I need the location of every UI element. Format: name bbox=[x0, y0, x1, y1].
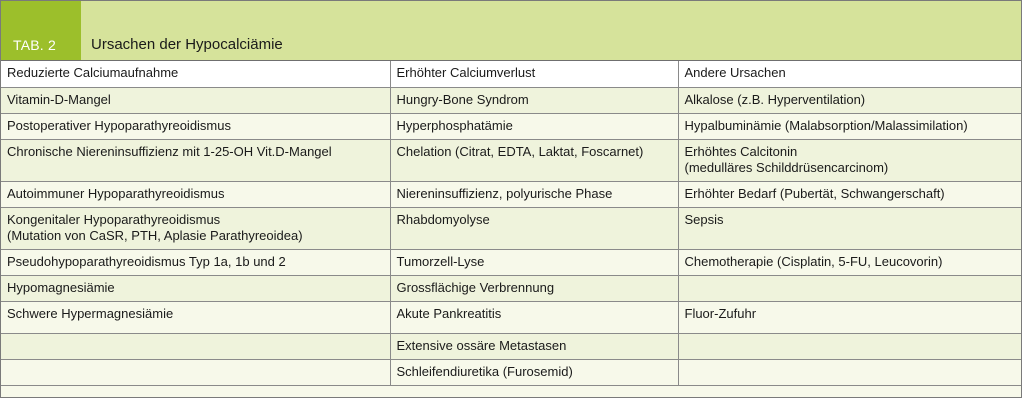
table-cell: Rhabdomyolyse bbox=[390, 207, 678, 249]
table-row bbox=[1, 249, 1021, 275]
table-cell bbox=[678, 359, 1021, 385]
table-cell: Sepsis bbox=[678, 207, 1021, 249]
column-header: Andere Ursachen bbox=[678, 61, 1021, 87]
table-cell: Schwere Hypermagnesiämie bbox=[1, 301, 390, 333]
table-cell: Niereninsuffizienz, polyurische Phase bbox=[390, 181, 678, 207]
table-cell bbox=[1, 333, 390, 359]
table-cell bbox=[678, 275, 1021, 301]
table-row bbox=[1, 333, 1021, 359]
cell-line: (medulläres Schilddrüsencarcinom) bbox=[684, 159, 889, 175]
table-cell: Erhöhter Bedarf (Pubertät, Schwangerschaft) bbox=[678, 181, 1021, 207]
table-cell: Tumorzell-Lyse bbox=[390, 249, 678, 275]
table-cell: Hypomagnesiämie bbox=[1, 275, 390, 301]
table-row bbox=[1, 275, 1021, 301]
table-cell: Chronische Niereninsuffizienz mit 1-25-OH Vit.D-Mangel bbox=[1, 139, 390, 181]
table-cell: Hyperphosphatämie bbox=[390, 113, 678, 139]
table-header bbox=[1, 1, 1021, 61]
column-header-row bbox=[1, 61, 1021, 87]
table-cell: Pseudohypoparathyreoidismus Typ 1a, 1b und 2 bbox=[1, 249, 390, 275]
table-cell: Alkalose (z.B. Hyperventilation) bbox=[678, 87, 1021, 113]
table-cell: Schleifendiuretika (Furosemid) bbox=[390, 359, 678, 385]
table-cell bbox=[678, 333, 1021, 359]
cell-line: Kongenitaler Hypoparathyreoidismus bbox=[7, 211, 221, 227]
table-row bbox=[1, 139, 1021, 181]
column-header: Reduzierte Calciumaufnahme bbox=[1, 61, 390, 87]
table-cell: Chelation (Citrat, EDTA, Laktat, Foscarnet) bbox=[390, 139, 678, 181]
table-cell: Chemotherapie (Cisplatin, 5-FU, Leucovorin) bbox=[678, 249, 1021, 275]
column-header: Erhöhter Calciumverlust bbox=[390, 61, 678, 87]
tab-badge bbox=[1, 1, 81, 60]
table-cell: Extensive ossäre Metastasen bbox=[390, 333, 678, 359]
table-row bbox=[1, 113, 1021, 139]
tab-label: TAB. 2 bbox=[13, 37, 56, 53]
table-cell bbox=[1, 359, 390, 385]
table-cell: Autoimmuner Hypoparathyreoidismus bbox=[1, 181, 390, 207]
table-cell: Akute Pankreatitis bbox=[390, 301, 678, 333]
table-row bbox=[1, 301, 1021, 333]
table-row bbox=[1, 207, 1021, 249]
table-cell: Hypalbuminämie (Malabsorption/Malassimilation) bbox=[678, 113, 1021, 139]
cell-line: Erhöhtes Calcitonin bbox=[684, 143, 798, 159]
cell-line: (Mutation von CaSR, PTH, Aplasie Parathyreoidea) bbox=[7, 227, 303, 243]
table-row bbox=[1, 181, 1021, 207]
table-cell: Grossflächige Verbrennung bbox=[390, 275, 678, 301]
table-cell: Vitamin-D-Mangel bbox=[1, 87, 390, 113]
table-cell: Hungry-Bone Syndrom bbox=[390, 87, 678, 113]
table-cell: Postoperativer Hypoparathyreoidismus bbox=[1, 113, 390, 139]
causes-table bbox=[1, 61, 1021, 386]
table-row bbox=[1, 359, 1021, 385]
table-row bbox=[1, 87, 1021, 113]
table-cell bbox=[678, 139, 1021, 181]
table-cell bbox=[1, 207, 390, 249]
table-title: Ursachen der Hypocalciämie bbox=[91, 36, 283, 53]
table-cell: Fluor-Zufuhr bbox=[678, 301, 1021, 333]
